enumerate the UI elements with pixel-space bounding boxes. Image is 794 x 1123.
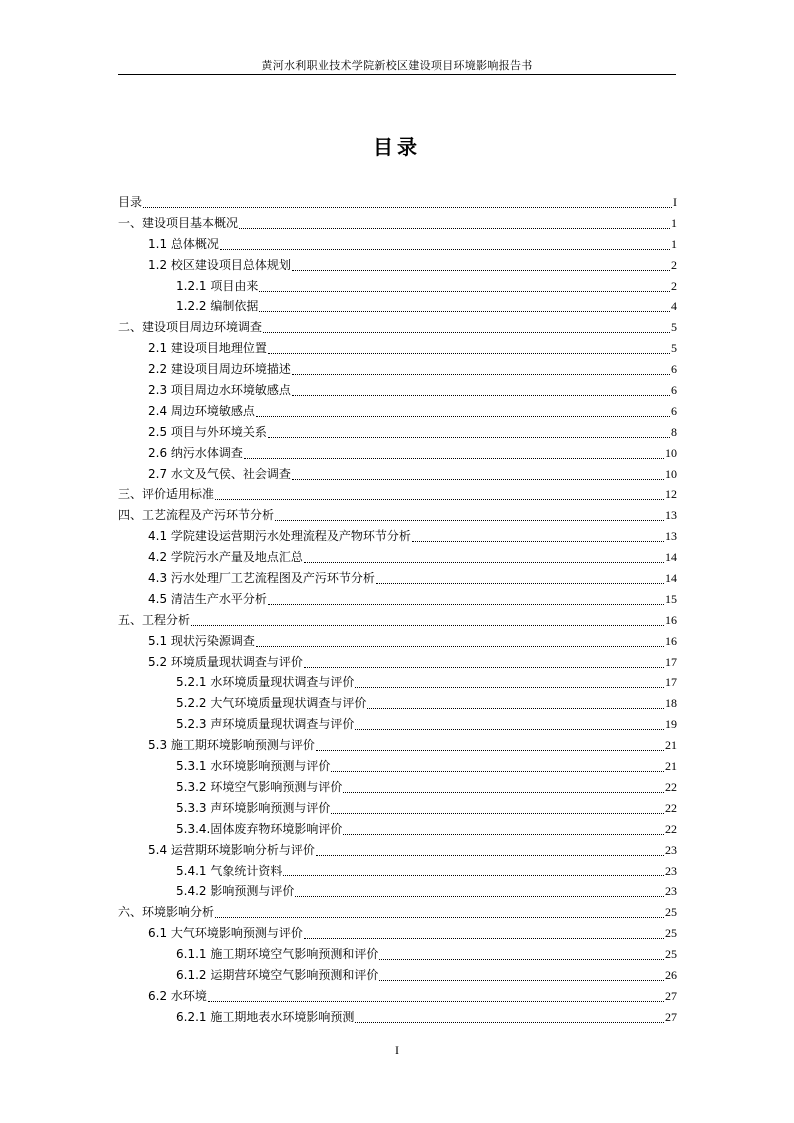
header-rule: [118, 74, 676, 75]
toc-entry[interactable]: [118, 213, 677, 234]
toc-entry[interactable]: [118, 526, 677, 547]
toc-dot-leader: [292, 479, 664, 480]
toc-entry-page: 2: [671, 278, 677, 293]
toc-entry[interactable]: [118, 568, 677, 589]
toc-entry-title: 2.5 项目与外环境关系: [148, 424, 267, 439]
toc-entry-title: 4.3 污水处理厂工艺流程图及产污环节分析: [148, 571, 375, 586]
toc-entry-title: 4.1 学院建设运营期污水处理流程及产物环节分析: [148, 529, 411, 544]
toc-entry-page: 25: [665, 905, 677, 920]
toc-entry-title: 6.1.1 施工期环境空气影响预测和评价: [176, 947, 379, 962]
toc-entry[interactable]: [118, 464, 677, 485]
toc-dot-leader: [355, 1022, 664, 1023]
toc-dot-leader: [256, 416, 670, 417]
toc-entry-title: 二、建设项目周边环境调查: [118, 320, 263, 335]
toc-dot-leader: [244, 458, 664, 459]
toc-entry-page: 16: [665, 612, 677, 627]
toc-dot-leader: [343, 834, 664, 835]
toc-dot-leader: [316, 750, 664, 751]
toc-entry[interactable]: [118, 276, 677, 297]
toc-entry-page: 19: [665, 717, 677, 732]
toc-dot-leader: [379, 980, 664, 981]
toc-entry-title: 2.6 纳污水体调查: [148, 445, 243, 460]
toc-entry-page: 26: [665, 967, 677, 982]
toc-entry[interactable]: [118, 840, 677, 861]
toc-entry[interactable]: [118, 672, 677, 693]
toc-dot-leader: [355, 687, 664, 688]
toc-entry[interactable]: [118, 819, 677, 840]
toc-entry[interactable]: [118, 923, 677, 944]
toc-entry-title: 四、工艺流程及产污环节分析: [118, 508, 275, 523]
toc-entry-title: 1.2 校区建设项目总体规划: [148, 257, 291, 272]
toc-entry-page: 5: [671, 341, 677, 356]
toc-entry-page: 21: [665, 759, 677, 774]
toc-dot-leader: [292, 270, 670, 271]
toc-entry-page: 15: [665, 591, 677, 606]
toc-entry[interactable]: [118, 610, 677, 631]
toc-dot-leader: [215, 499, 664, 500]
toc-entry[interactable]: [118, 798, 677, 819]
toc-entry[interactable]: [118, 505, 677, 526]
toc-dot-leader: [343, 792, 664, 793]
toc-entry[interactable]: [118, 234, 677, 255]
toc-entry-page: 6: [671, 403, 677, 418]
toc-entry[interactable]: [118, 631, 677, 652]
toc-dot-leader: [208, 1001, 664, 1002]
toc-entry-title: 4.5 清洁生产水平分析: [148, 591, 267, 606]
table-of-contents: [118, 192, 677, 1028]
running-header: 黄河水利职业技术学院新校区建设项目环境影响报告书: [261, 59, 533, 72]
toc-entry-page: 4: [671, 299, 677, 314]
toc-entry[interactable]: [118, 443, 677, 464]
toc-entry-page: 10: [665, 466, 677, 481]
toc-entry-title: 目录: [118, 195, 143, 209]
toc-entry-page: 5: [671, 320, 677, 335]
toc-entry-title: 2.4 周边环境敏感点: [148, 403, 255, 418]
toc-entry[interactable]: [118, 652, 677, 673]
toc-entry-page: 12: [665, 487, 677, 502]
toc-entry-page: 14: [665, 571, 677, 586]
toc-entry[interactable]: [118, 881, 677, 902]
toc-entry-page: 22: [665, 821, 677, 836]
toc-dot-leader: [215, 917, 664, 918]
toc-entry-page: 10: [665, 445, 677, 460]
toc-dot-leader: [331, 771, 664, 772]
toc-entry-page: 23: [665, 842, 677, 857]
toc-dot-leader: [239, 228, 670, 229]
toc-dot-leader: [331, 813, 664, 814]
toc-entry[interactable]: [118, 255, 677, 276]
toc-entry-page: 17: [665, 654, 677, 669]
toc-entry[interactable]: [118, 735, 677, 756]
toc-entry-title: 2.7 水文及气侯、社会调查: [148, 466, 291, 481]
toc-entry-page: 6: [671, 383, 677, 398]
toc-dot-leader: [268, 353, 670, 354]
toc-dot-leader: [275, 520, 664, 521]
toc-dot-leader: [263, 332, 670, 333]
toc-entry-title: 五、工程分析: [118, 612, 191, 627]
toc-entry-title: 一、建设项目基本概况: [118, 215, 239, 230]
toc-entry-page: 1: [671, 236, 677, 251]
toc-entry-page: 8: [671, 424, 677, 439]
toc-entry[interactable]: [118, 714, 677, 735]
toc-entry-title: 5.4 运营期环境影响分析与评价: [148, 842, 315, 857]
toc-dot-leader: [268, 437, 670, 438]
toc-entry[interactable]: [118, 296, 677, 317]
toc-entry[interactable]: [118, 359, 677, 380]
toc-entry[interactable]: [118, 338, 677, 359]
toc-entry-title: 6.1.2 运期营环境空气影响预测和评价: [176, 967, 379, 982]
toc-entry-title: 6.2.1 施工期地表水环境影响预测: [176, 1009, 355, 1024]
toc-entry-title: 三、评价适用标准: [118, 487, 215, 502]
toc-dot-leader: [256, 646, 664, 647]
toc-entry-title: 5.1 现状污染源调查: [148, 633, 255, 648]
toc-entry-title: 5.3.2 环境空气影响预测与评价: [176, 779, 343, 794]
toc-entry-page: 13: [665, 508, 677, 523]
toc-dot-leader: [295, 896, 664, 897]
toc-entry-page: 27: [665, 1009, 677, 1024]
page-title: 目录: [373, 135, 421, 159]
toc-entry[interactable]: [118, 547, 677, 568]
toc-dot-leader: [292, 395, 670, 396]
toc-entry-title: 1.2.2 编制依据: [176, 299, 259, 314]
toc-entry-title: 2.2 建设项目周边环境描述: [148, 362, 291, 377]
toc-entry[interactable]: [118, 944, 677, 965]
toc-dot-leader: [304, 667, 664, 668]
toc-dot-leader: [220, 249, 670, 250]
toc-entry-page: 16: [665, 633, 677, 648]
toc-entry[interactable]: [118, 986, 677, 1007]
toc-entry[interactable]: [118, 192, 677, 213]
toc-entry-page: 25: [665, 926, 677, 941]
toc-entry-page: 22: [665, 779, 677, 794]
toc-dot-leader: [355, 729, 664, 730]
toc-entry[interactable]: [118, 756, 677, 777]
toc-entry-page: 14: [665, 550, 677, 565]
toc-entry-page: 23: [665, 863, 677, 878]
toc-entry-page: 25: [665, 947, 677, 962]
toc-entry-title: 6.1 大气环境影响预测与评价: [148, 926, 303, 941]
toc-entry[interactable]: [118, 317, 677, 338]
toc-dot-leader: [316, 855, 664, 856]
toc-entry-title: 5.3.3 声环境影响预测与评价: [176, 800, 331, 815]
toc-entry[interactable]: [118, 1007, 677, 1028]
toc-entry-title: 5.3.1 水环境影响预测与评价: [176, 759, 331, 774]
toc-entry-page: I: [673, 195, 677, 209]
toc-entry-title: 5.2 环境质量现状调查与评价: [148, 654, 303, 669]
toc-entry-title: 5.3.4.固体废弃物环境影响评价: [176, 821, 343, 836]
toc-entry-page: 23: [665, 884, 677, 899]
toc-entry-page: 1: [671, 215, 677, 230]
toc-entry-page: 27: [665, 988, 677, 1003]
toc-entry[interactable]: [118, 380, 677, 401]
toc-entry-title: 6.2 水环境: [148, 988, 207, 1003]
toc-entry-title: 4.2 学院污水产量及地点汇总: [148, 550, 303, 565]
toc-entry-title: 5.4.2 影响预测与评价: [176, 884, 295, 899]
toc-dot-leader: [379, 959, 664, 960]
toc-entry[interactable]: [118, 589, 677, 610]
toc-entry-page: 2: [671, 257, 677, 272]
toc-entry-title: 5.2.3 声环境质量现状调查与评价: [176, 717, 355, 732]
toc-dot-leader: [259, 311, 670, 312]
toc-entry-title: 5.3 施工期环境影响预测与评价: [148, 738, 315, 753]
toc-dot-leader: [283, 875, 664, 876]
toc-entry-title: 5.4.1 气象统计资料: [176, 863, 283, 878]
toc-entry-title: 2.3 项目周边水环境敏感点: [148, 383, 291, 398]
toc-entry-title: 5.2.1 水环境质量现状调查与评价: [176, 675, 355, 690]
toc-dot-leader: [143, 207, 672, 208]
toc-entry-page: 13: [665, 529, 677, 544]
toc-entry[interactable]: [118, 484, 677, 505]
toc-entry-page: 22: [665, 800, 677, 815]
toc-dot-leader: [304, 938, 664, 939]
toc-dot-leader: [412, 541, 664, 542]
toc-entry-page: 6: [671, 362, 677, 377]
toc-dot-leader: [259, 291, 670, 292]
toc-entry[interactable]: [118, 965, 677, 986]
toc-entry[interactable]: [118, 422, 677, 443]
toc-entry-page: 21: [665, 738, 677, 753]
toc-entry-page: 17: [665, 675, 677, 690]
toc-entry[interactable]: [118, 693, 677, 714]
toc-entry[interactable]: [118, 861, 677, 882]
toc-entry[interactable]: [118, 401, 677, 422]
toc-dot-leader: [304, 562, 664, 563]
toc-entry-title: 5.2.2 大气环境质量现状调查与评价: [176, 696, 367, 711]
toc-dot-leader: [367, 708, 664, 709]
toc-entry[interactable]: [118, 777, 677, 798]
toc-dot-leader: [191, 625, 664, 626]
toc-entry-title: 2.1 建设项目地理位置: [148, 341, 267, 356]
toc-entry-title: 1.2.1 项目由来: [176, 278, 259, 293]
toc-dot-leader: [268, 604, 664, 605]
toc-dot-leader: [292, 374, 670, 375]
page-number: I: [395, 1043, 399, 1057]
toc-entry-title: 1.1 总体概况: [148, 236, 219, 251]
toc-entry[interactable]: [118, 902, 677, 923]
toc-dot-leader: [376, 583, 664, 584]
toc-entry-page: 18: [665, 696, 677, 711]
toc-entry-title: 六、环境影响分析: [118, 905, 215, 920]
